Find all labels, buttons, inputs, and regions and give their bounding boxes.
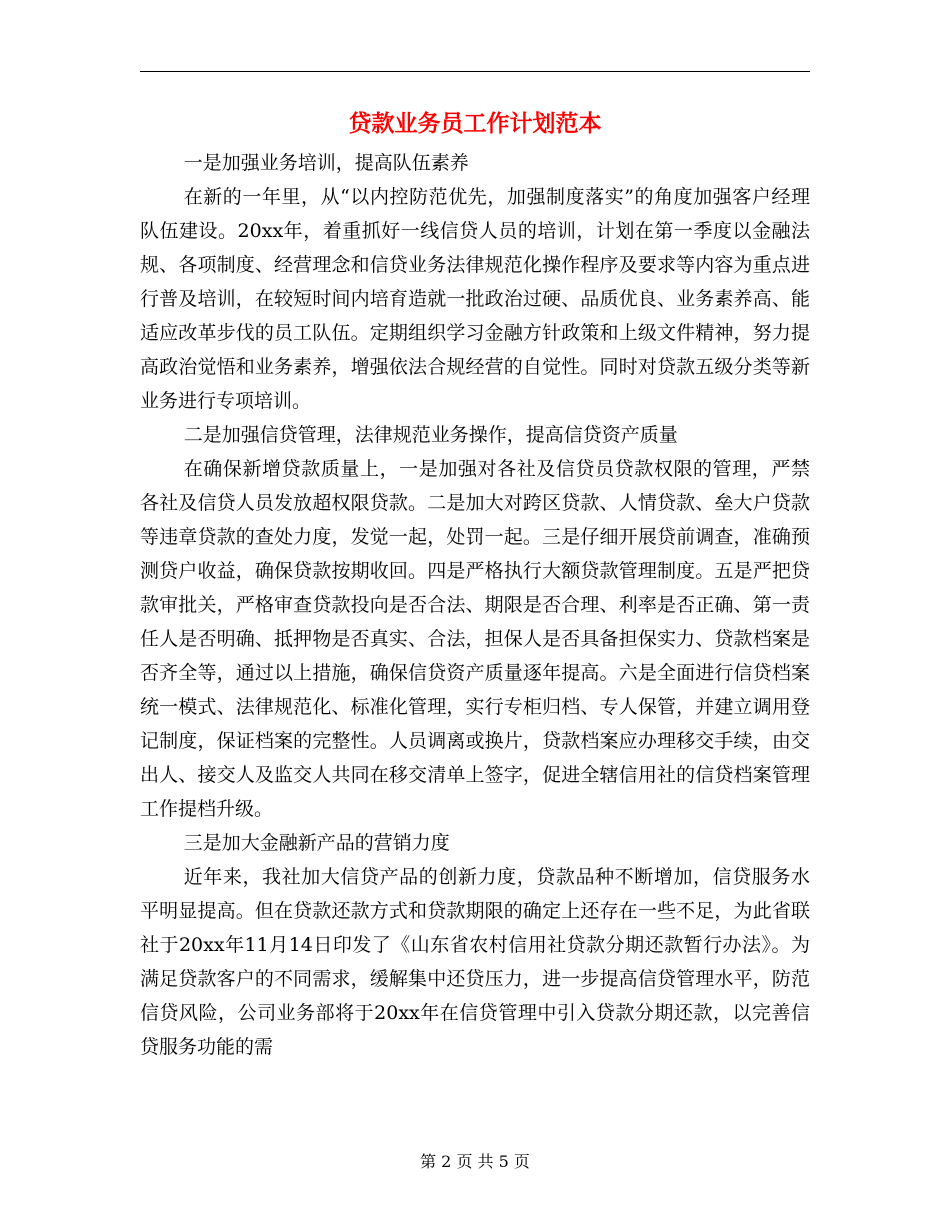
- page-number-footer: 第 2 页 共 5 页: [420, 1152, 530, 1171]
- section-heading-training: 一是加强业务培训，提高队伍素养: [183, 152, 469, 174]
- paragraph-marketing: 近年来，我社加大信贷产品的创新力度，贷款品种不断增加，信贷服务水平明显提高。但在贷款还款方式和贷款期限的确定上还存在一些不足，为此省联社于20xx年11月14日印发了《山东省农村信用社贷款分期还款暂行办法》。为满足贷款客户的不同需求，缓解集中还贷压力，进一步提高信贷管理水平，防范信贷风险，公司业务部将于20xx年在信贷管理中引入贷款分期还款，以完善信贷服务功能的需: [140, 866, 810, 1058]
- paragraph-credit-management: 在确保新增贷款质量上，一是加强对各社及信贷员贷款权限的管理，严禁各社及信贷人员发放超权限贷款。二是加大对跨区贷款、人情贷款、垒大户贷款等违章贷款的查处力度，发觉一起，处罚一起。三是仔细开展贷前调查，准确预测贷户收益，确保贷款按期收回。四是严格执行大额贷款管理制度。五是严把贷款审批关，严格审查贷款投向是否合法、期限是否合理、利率是否正确、第一责任人是否明确、抵押物是否真实、合法，担保人是否具备担保实力、贷款档案是否齐全等，通过以上措施，确保信贷资产质量逐年提高。六是全面进行信贷档案统一模式、法律规范化、标准化管理，实行专柜归档、专人保管，并建立调用登记制度，保证档案的完整性。人员调离或换片，贷款档案应办理移交手续，由交出人、接交人及监交人共同在移交清单上签字，促进全辖信用社的信贷档案管理工作提档升级。: [140, 458, 810, 820]
- document-body: [140, 146, 810, 1064]
- section-heading-credit-management: 二是加强信贷管理，法律规范业务操作，提高信贷资产质量: [183, 424, 678, 446]
- document-title: 贷款业务员工作计划范本: [348, 110, 602, 137]
- paragraph-training: 在新的一年里，从“以内控防范优先，加强制度落实”的角度加强客户经理队伍建设。20xx年，着重抓好一线信贷人员的培训，计划在第一季度以金融法规、各项制度、经营理念和信贷业务法律规范化操作程序及要求等内容为重点进行普及培训，在较短时间内培育造就一批政治过硬、品质优良、业务素养高、能适应改革步伐的员工队伍。定期组织学习金融方针政策和上级文件精神，努力提高政治觉悟和业务素养，增强依法合规经营的自觉性。同时对贷款五级分类等新业务进行专项培训。: [140, 186, 810, 412]
- section-heading-marketing: 三是加大金融新产品的营销力度: [183, 832, 450, 854]
- header-rule: [140, 71, 810, 72]
